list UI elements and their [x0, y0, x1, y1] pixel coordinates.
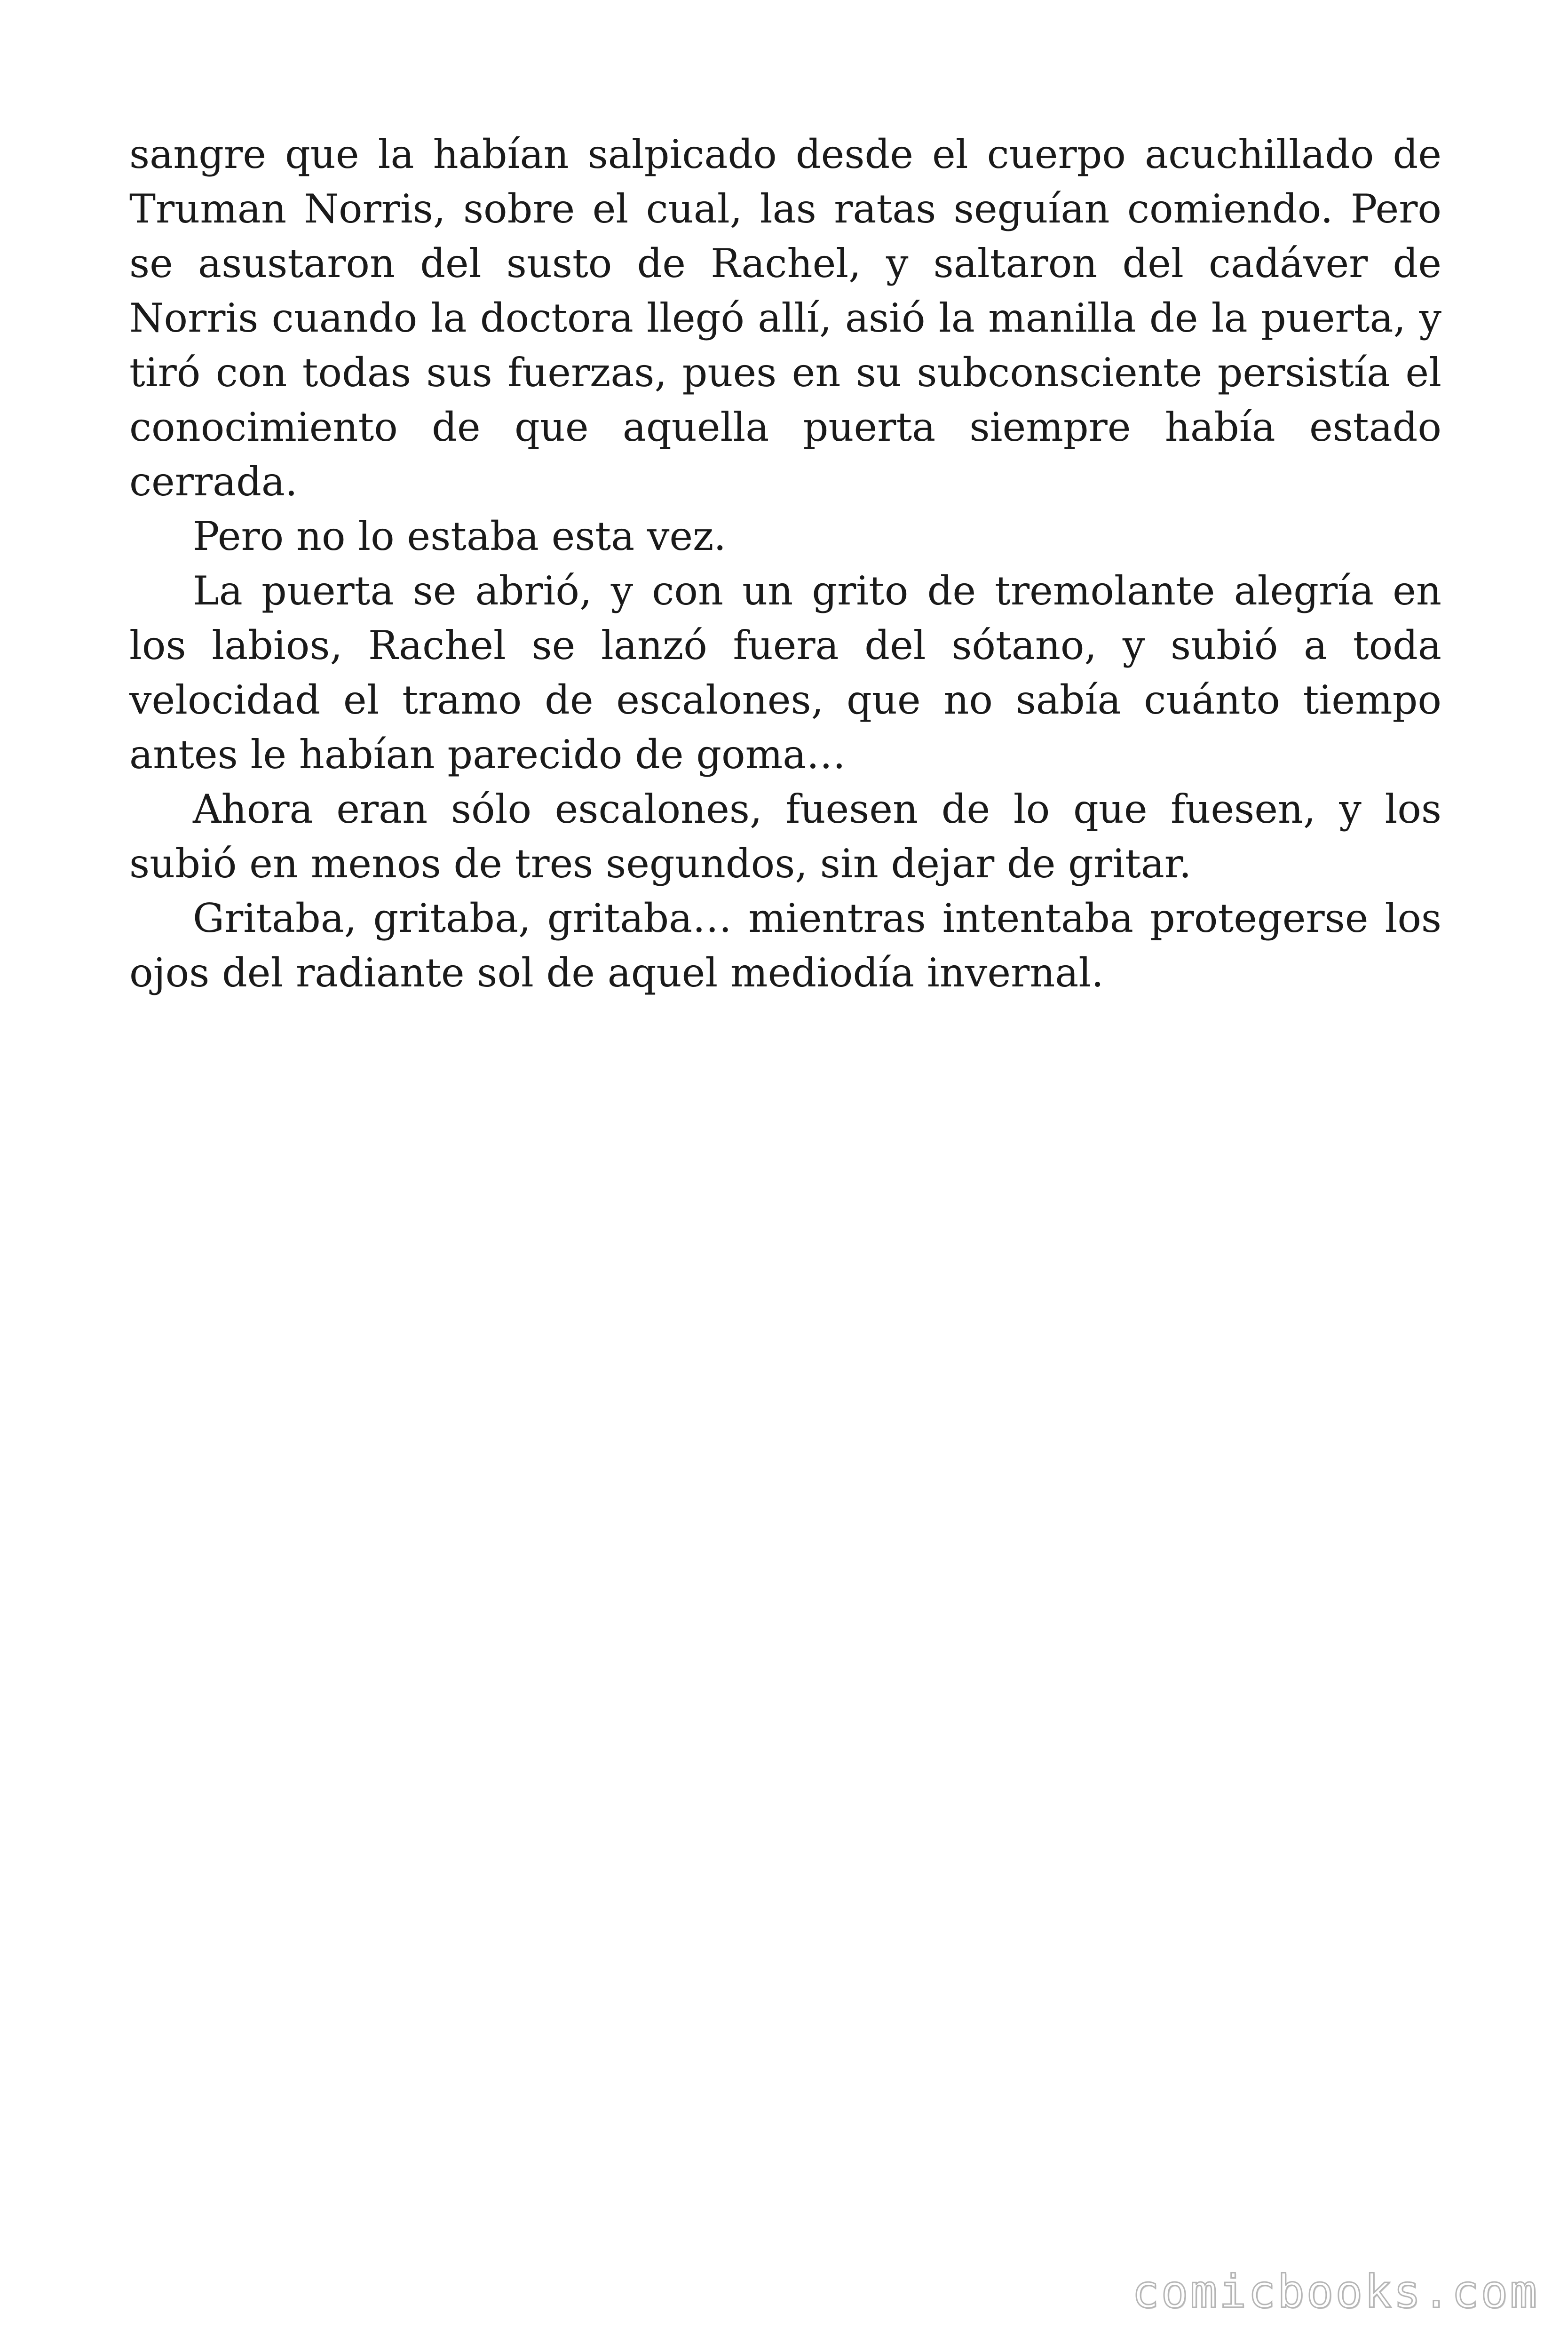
- site-watermark: comicbooks.com: [1132, 2265, 1539, 2318]
- paragraph: Gritaba, gritaba, gritaba… mientras intentaba protegerse los ojos del radiante sol de aquel mediodía invernal.: [129, 895, 1441, 996]
- page-body-text: [129, 127, 1441, 1000]
- paragraph-continued: sangre que la habían salpicado desde el cuerpo acuchillado de Truman Norris, sobre el cual, las ratas seguían comiendo. Pero se asustaron del susto de Rachel, y saltaron del cadáver de Norris cuando la doctora llegó allí, asió la manilla de la puerta, y tiró con todas sus fuerzas, pues en su subconsciente persistía el conocimiento de que aquella puerta siempre había estado cerrada.: [129, 131, 1441, 505]
- paragraph: Ahora eran sólo escalones, fuesen de lo que fuesen, y los subió en menos de tres segundos, sin dejar de gritar.: [129, 786, 1441, 887]
- paragraph: Pero no lo estaba esta vez.: [193, 513, 727, 559]
- paragraph: La puerta se abrió, y con un grito de tremolante alegría en los labios, Rachel se lanzó fuera del sótano, y subió a toda velocidad el tramo de escalones, que no sabía cuánto tiempo antes le habían parecido de goma…: [129, 568, 1441, 778]
